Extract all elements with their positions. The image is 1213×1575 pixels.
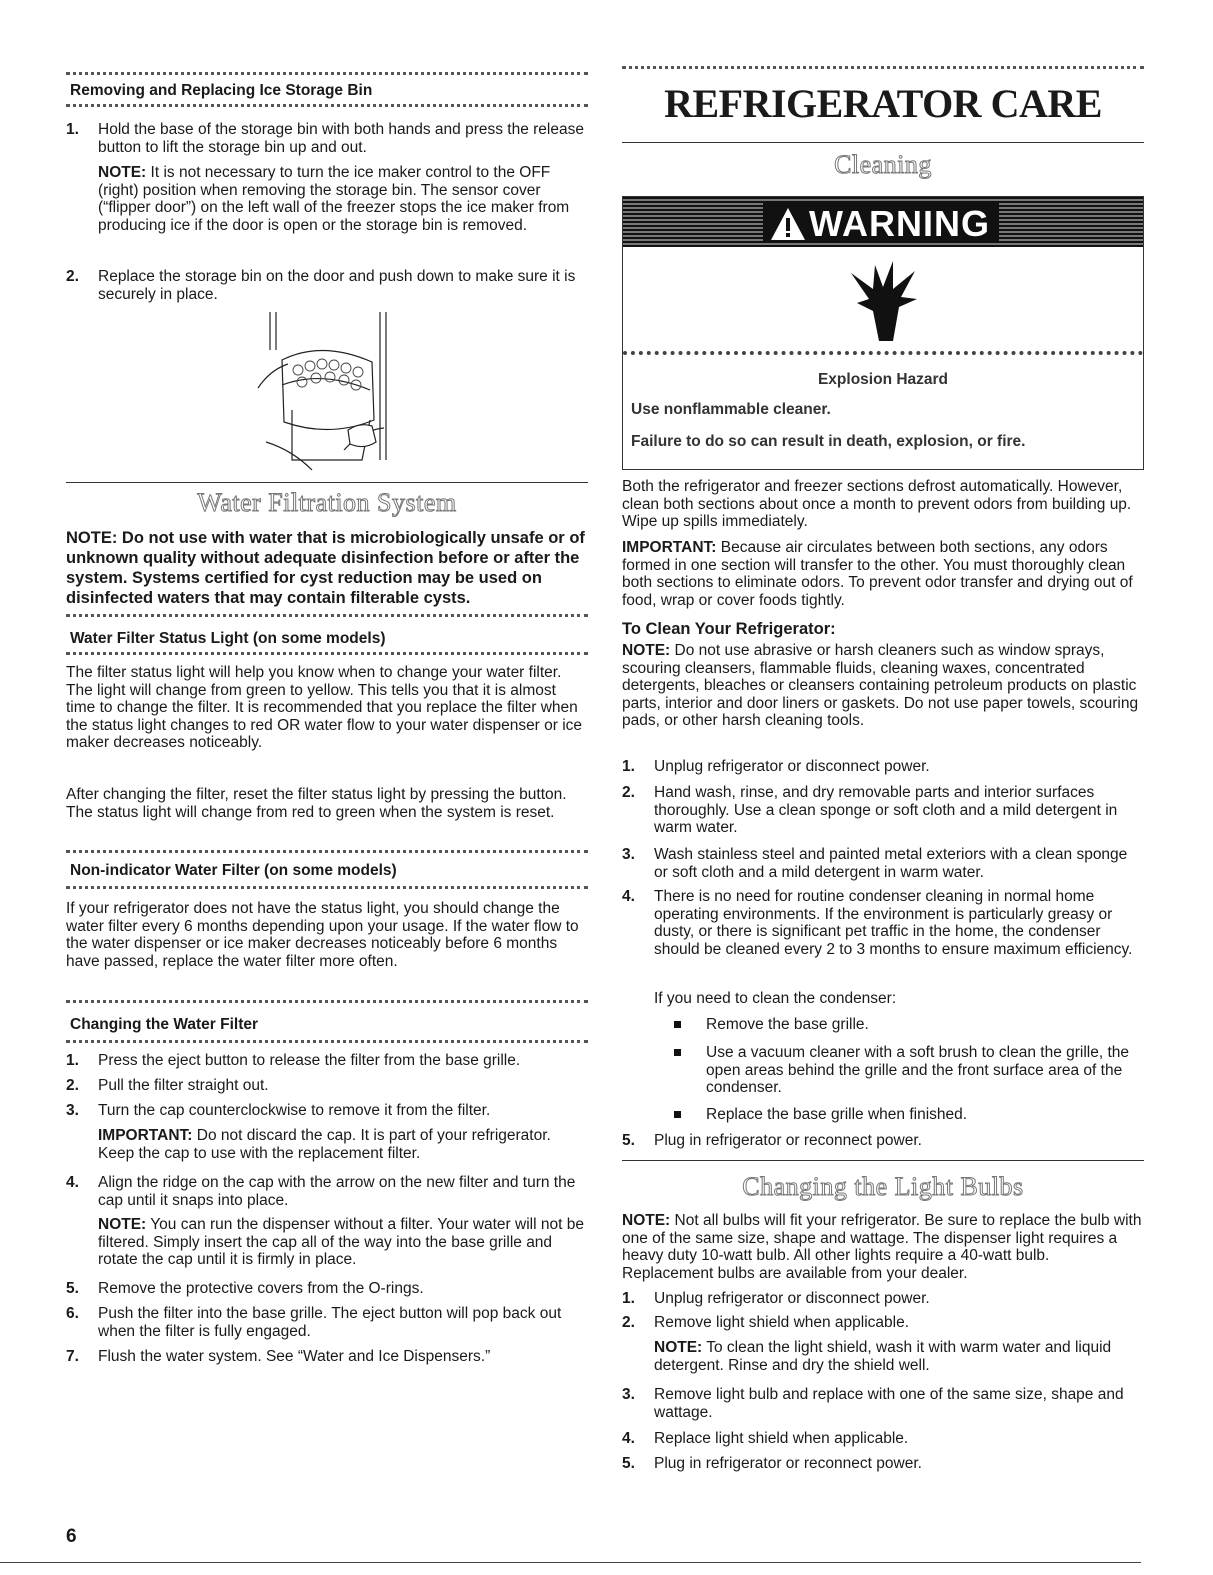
- list-item: 2. Pull the filter straight out.: [66, 1077, 269, 1094]
- square-bullet-icon: [674, 1111, 681, 1118]
- changing-filter-note: NOTE: You can run the dispenser without a filter. Your water will not be filtered. Simply insert the cap all of the way into the base grille and rotate the cap until it is firmly in place.: [98, 1216, 584, 1268]
- list-item: 1. Unplug refrigerator or disconnect power.: [622, 758, 930, 775]
- list-item: 4. Replace light shield when applicable.: [622, 1430, 909, 1447]
- warning-triangle-icon: [769, 206, 807, 242]
- section-rule: [66, 652, 588, 655]
- list-item: 7. Flush the water system. See “Water and Ice Dispensers.”: [66, 1348, 491, 1365]
- section-rule: [66, 482, 588, 483]
- list-item: 1. Press the eject button to release the filter from the base grille.: [66, 1052, 521, 1069]
- cleaning-title: Cleaning: [834, 150, 932, 179]
- list-item: 5. Remove the protective covers from the O-rings.: [66, 1280, 424, 1297]
- section-rule: [66, 1040, 588, 1043]
- square-bullet-icon: [674, 1049, 681, 1056]
- ice-bin-illustration: [252, 310, 402, 472]
- list-item: Use a vacuum cleaner with a soft brush to clean the grille, the open areas behind the grille and the front surface area of the condenser.: [674, 1044, 1144, 1097]
- changing-filter-important: IMPORTANT: Do not discard the cap. It is part of your refrigerator. Keep the cap to use with the replacement filter.: [98, 1127, 551, 1162]
- list-item: 5. Plug in refrigerator or reconnect power.: [622, 1455, 922, 1472]
- ice-bin-note: NOTE: It is not necessary to turn the ice maker control to the OFF (right) position when removing the storage bin. The sensor cover (“flipper door”) on the left wall of the freezer stops the ice maker from producing ice if the door is open or the storage bin is removed.: [98, 164, 570, 234]
- page-title: REFRIGERATOR CARE: [664, 81, 1102, 126]
- non-indicator-paragraph: If your refrigerator does not have the status light, you should change the water filter every 6 months depending upon your usage. If the water flow to the water dispenser or ice maker decreases noticeably before 6 months have passed, replace the water filter more often.: [66, 900, 579, 970]
- ice-bin-heading: Removing and Replacing Ice Storage Bin: [70, 82, 373, 99]
- water-filtration-title: Water Filtration System: [197, 488, 457, 517]
- list-item: 2. Remove light shield when applicable.: [622, 1314, 910, 1331]
- warning-label: WARNING: [809, 203, 990, 244]
- list-item: 3. Turn the cap counterclockwise to remove it from the filter.: [66, 1102, 491, 1119]
- cleaning-intro: Both the refrigerator and freezer sections defrost automatically. However, clean both sections about once a month to prevent odors from building up. Wipe up spills immediately.: [622, 478, 1132, 530]
- warning-line: Use nonflammable cleaner.: [631, 401, 831, 418]
- explosion-icon: [849, 259, 919, 341]
- status-light-heading: Water Filter Status Light (on some models): [70, 630, 386, 647]
- to-clean-note: NOTE: Do not use abrasive or harsh cleaners such as window sprays, scouring cleansers, flammable fluids, cleaning waxes, concentrated detergents, bleaches or cleansers containing petroleum products on plastic parts, interior and door liners or gaskets. Do not use paper towels, scouring pads, or other harsh cleaning tools.: [622, 642, 1139, 729]
- condenser-intro: If you need to clean the condenser:: [654, 990, 897, 1007]
- warning-banner: [623, 197, 1143, 247]
- list-item: Remove the base grille.: [674, 1016, 1144, 1034]
- section-rule: [66, 850, 588, 853]
- section-rule: [622, 142, 1144, 143]
- list-item: Replace the base grille when finished.: [674, 1106, 1144, 1124]
- changing-filter-heading: Changing the Water Filter: [70, 1016, 259, 1033]
- list-item: 1. Unplug refrigerator or disconnect power.: [622, 1290, 930, 1307]
- bulbs-note: NOTE: Not all bulbs will fit your refrigerator. Be sure to replace the bulb with one of the same size, shape and wattage. The dispenser light requires a heavy duty 10-watt bulb. All other lights require a 40-watt bulb. Replacement bulbs are available from your dealer.: [622, 1212, 1142, 1282]
- warning-hazard: Explosion Hazard: [817, 371, 949, 388]
- list-item: 3. Remove light bulb and replace with one of the same size, shape and wattage.: [622, 1386, 1124, 1421]
- list-item: 2. Hand wash, rinse, and dry removable parts and interior surfaces thoroughly. Use a clean sponge or soft cloth and a mild detergent in warm water.: [622, 784, 1118, 836]
- page-number: 6: [66, 1526, 77, 1547]
- status-light-paragraph: The filter status light will help you know when to change your water filter. The light will change from green to yellow. This tells you that it is almost time to change the filter. It is recommended that you replace the filter when the status light changes to red OR water flow to your water dispenser or ice maker decreases noticeably.: [66, 664, 583, 751]
- water-filtration-note: NOTE: Do not use with water that is microbiologically unsafe or of unknown quality without adequate disinfection before or after the system. Systems certified for cyst reduction may be used on disinfected waters that may contain filterable cysts.: [66, 529, 585, 607]
- section-rule: [66, 886, 588, 889]
- section-rule: [622, 1160, 1144, 1161]
- section-rule: [66, 614, 588, 617]
- warning-line: Failure to do so can result in death, explosion, or fire.: [631, 433, 1026, 450]
- list-item: 5. Plug in refrigerator or reconnect power.: [622, 1132, 922, 1149]
- bulbs-title: Changing the Light Bulbs: [742, 1172, 1024, 1201]
- square-bullet-icon: [674, 1021, 681, 1028]
- warning-box: [622, 196, 1144, 470]
- list-item: 6. Push the filter into the base grille. The eject button will pop back out when the filter is fully engaged.: [66, 1305, 562, 1340]
- bulb-note: NOTE: To clean the light shield, wash it with warm water and liquid detergent. Rinse and dry the shield well.: [654, 1339, 1112, 1374]
- section-rule: [622, 66, 1144, 69]
- list-item: 1. Hold the base of the storage bin with both hands and press the release button to lift the storage bin up and out.: [66, 121, 584, 156]
- section-rule: [66, 72, 588, 75]
- section-rule: [66, 1000, 588, 1003]
- warning-divider: [623, 351, 1143, 355]
- list-item: 4. There is no need for routine condenser cleaning in normal home operating environments. If the environment is particularly greasy or dusty, or there is significant pet traffic in the home, the condenser should be cleaned every 2 to 3 months to ensure maximum efficiency.: [622, 888, 1133, 958]
- list-item: 2. Replace the storage bin on the door and push down to make sure it is securely in place.: [66, 268, 576, 303]
- section-rule: [66, 104, 588, 107]
- list-item: 3. Wash stainless steel and painted metal exteriors with a clean sponge or soft cloth and a mild detergent in warm water.: [622, 846, 1128, 881]
- bottom-rule: [0, 1562, 1141, 1563]
- cleaning-important: IMPORTANT: Because air circulates between both sections, any odors formed in one section will transfer to the other. You must thoroughly clean both sections to eliminate odors. To prevent odor transfer and drying out of food, wrap or cover foods tightly.: [622, 539, 1133, 609]
- status-light-paragraph: After changing the filter, reset the filter status light by pressing the button. The status light will change from red to green when the system is reset.: [66, 786, 567, 821]
- non-indicator-heading: Non-indicator Water Filter (on some models): [70, 862, 397, 879]
- list-item: 4. Align the ridge on the cap with the arrow on the new filter and turn the cap until it snaps into place.: [66, 1174, 576, 1209]
- to-clean-heading: To Clean Your Refrigerator:: [622, 620, 836, 638]
